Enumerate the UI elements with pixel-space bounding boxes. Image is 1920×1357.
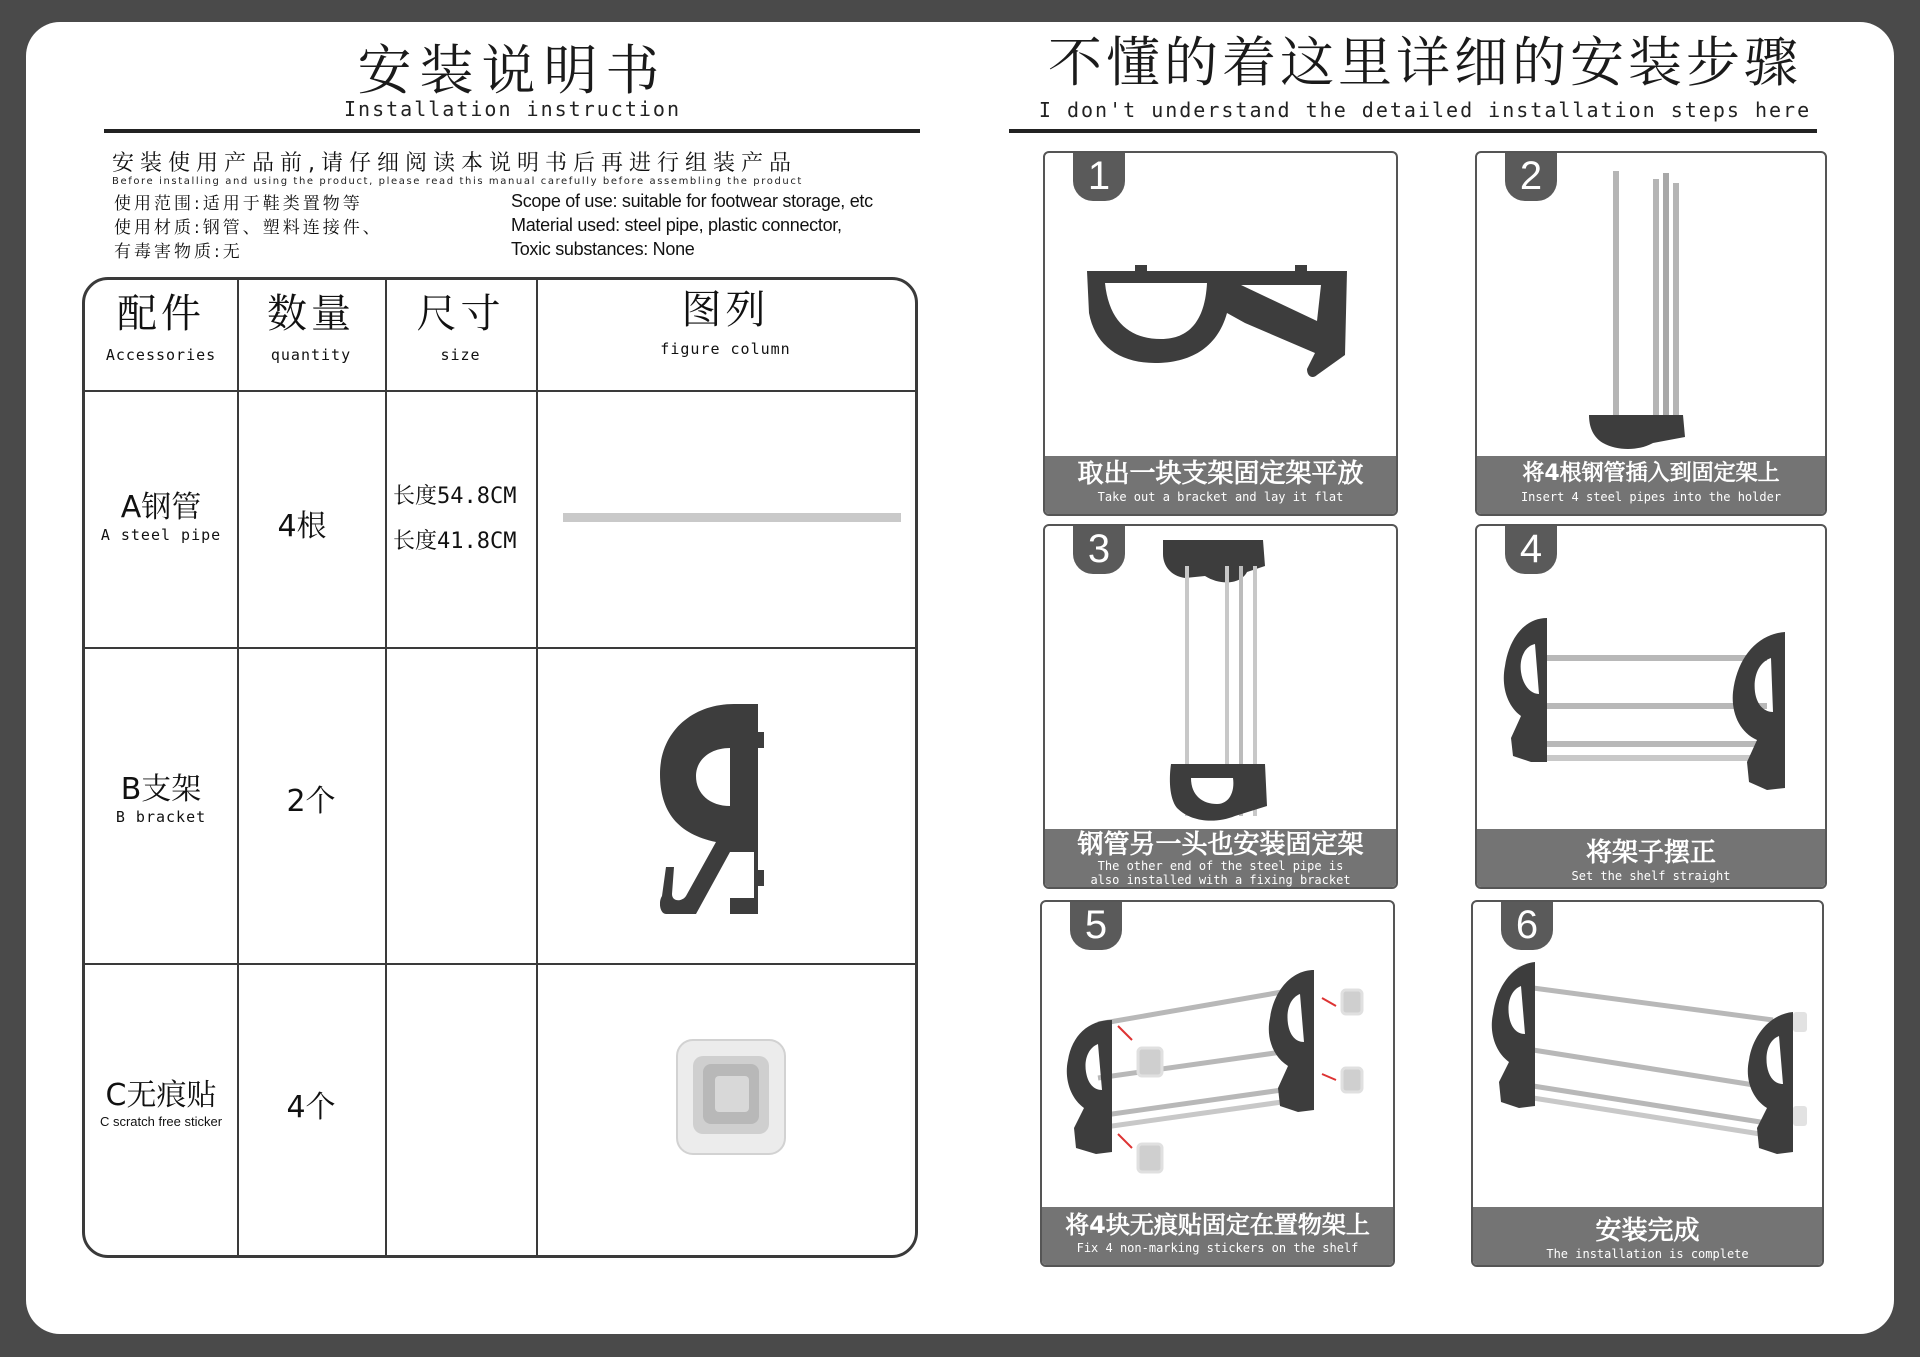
right-subtitle: I don't understand the detailed installation steps here	[1038, 98, 1812, 122]
intro-text-en: Before installing and using the product, please read this manual carefully before assembling the product	[112, 176, 803, 187]
header-cn: 尺寸	[416, 291, 505, 337]
step-5-panel	[1040, 900, 1395, 1267]
table-divider	[385, 280, 387, 1255]
step-caption	[1045, 456, 1396, 514]
left-subtitle: Installation instruction	[344, 97, 681, 121]
step-caption-cn: 将4块无痕贴固定在置物架上	[1065, 1211, 1370, 1239]
row-b-quantity: 2个	[286, 784, 336, 819]
step-4-panel	[1475, 524, 1827, 889]
row-a-size	[393, 474, 538, 564]
step-6-panel	[1471, 900, 1824, 1267]
step-caption-cn: 取出一块支架固定架平放	[1077, 459, 1364, 489]
intro-text-cn: 安装使用产品前,请仔细阅读本说明书后再进行组装产品	[112, 151, 797, 176]
steel-pipe-figure	[563, 513, 901, 522]
header-accessories	[85, 290, 237, 364]
size-length-1: 长度54.8CM	[393, 484, 517, 509]
left-title-rule	[104, 129, 920, 133]
row-name-cn: B支架	[120, 772, 202, 807]
header-figure	[536, 286, 915, 358]
step-caption-en-2: also installed with a fixing bracket	[1090, 873, 1351, 887]
step-caption	[1477, 829, 1825, 887]
header-quantity	[237, 290, 385, 364]
header-cn: 图列	[681, 287, 770, 333]
sticker-figure	[675, 1038, 790, 1158]
step-number: 6	[1501, 902, 1553, 950]
step-2-panel	[1475, 151, 1827, 516]
row-a-quantity: 4根	[277, 509, 327, 544]
table-divider	[85, 647, 915, 649]
scope-en: Scope of use: suitable for footwear storage, etc	[511, 191, 873, 211]
step-3-panel	[1043, 524, 1398, 889]
step-caption-cn: 钢管另一头也安装固定架	[1077, 830, 1364, 860]
size-length-2: 长度41.8CM	[393, 529, 517, 554]
step-caption	[1477, 456, 1825, 514]
row-name-cn: A钢管	[120, 490, 202, 525]
step-caption	[1042, 1207, 1393, 1265]
step-number: 3	[1073, 526, 1125, 574]
step-caption-cn: 将架子摆正	[1585, 838, 1716, 868]
row-name-en: B bracket	[115, 808, 207, 826]
step-caption-en: The other end of the steel pipe is	[1097, 859, 1344, 873]
left-title: 安装说明书	[357, 39, 668, 102]
scope-cn: 使用范围:适用于鞋类置物等	[114, 194, 363, 214]
header-en: Accessories	[105, 346, 217, 364]
toxic-en: Toxic substances: None	[511, 239, 695, 259]
bracket-figure	[660, 702, 780, 917]
step-caption-en: Take out a bracket and lay it flat	[1097, 490, 1344, 504]
right-title: 不懂的着这里详细的安装步骤	[1048, 31, 1802, 94]
material-en: Material used: steel pipe, plastic connector,	[511, 215, 842, 235]
step-number: 1	[1073, 153, 1125, 201]
step-caption-en: Fix 4 non-marking stickers on the shelf	[1076, 1241, 1359, 1255]
step-caption	[1473, 1207, 1822, 1265]
table-divider	[85, 963, 915, 965]
header-size	[385, 290, 536, 364]
row-b-name	[85, 772, 237, 826]
step-caption-cn: 将4根钢管插入到固定架上	[1522, 461, 1780, 486]
table-divider	[536, 280, 538, 1255]
header-cn: 数量	[267, 291, 355, 337]
table-divider	[85, 390, 915, 392]
header-en: figure column	[660, 340, 791, 358]
header-en: quantity	[270, 346, 352, 364]
row-c-quantity: 4个	[286, 1090, 336, 1125]
material-cn: 使用材质:钢管、塑料连接件、	[114, 218, 383, 238]
step-number: 5	[1070, 902, 1122, 950]
row-c-name	[85, 1078, 237, 1129]
step-caption-en: Set the shelf straight	[1571, 869, 1731, 883]
row-name-cn: C无痕贴	[105, 1078, 217, 1113]
step-1-panel	[1043, 151, 1398, 516]
row-a-name	[85, 490, 237, 544]
step-caption-en: Insert 4 steel pipes into the holder	[1520, 490, 1782, 504]
step-number: 4	[1505, 526, 1557, 574]
header-cn: 配件	[117, 291, 205, 337]
step-caption	[1045, 829, 1396, 887]
row-name-en: C scratch free sticker	[99, 1114, 223, 1129]
accessories-table	[82, 277, 918, 1258]
toxic-cn: 有毒害物质:无	[114, 242, 243, 262]
step-caption-en: The installation is complete	[1546, 1247, 1749, 1261]
right-title-rule	[1009, 129, 1817, 133]
step-caption-cn: 安装完成	[1595, 1216, 1700, 1246]
step-number: 2	[1505, 153, 1557, 201]
row-name-en: A steel pipe	[100, 526, 222, 544]
header-en: size	[440, 346, 481, 364]
